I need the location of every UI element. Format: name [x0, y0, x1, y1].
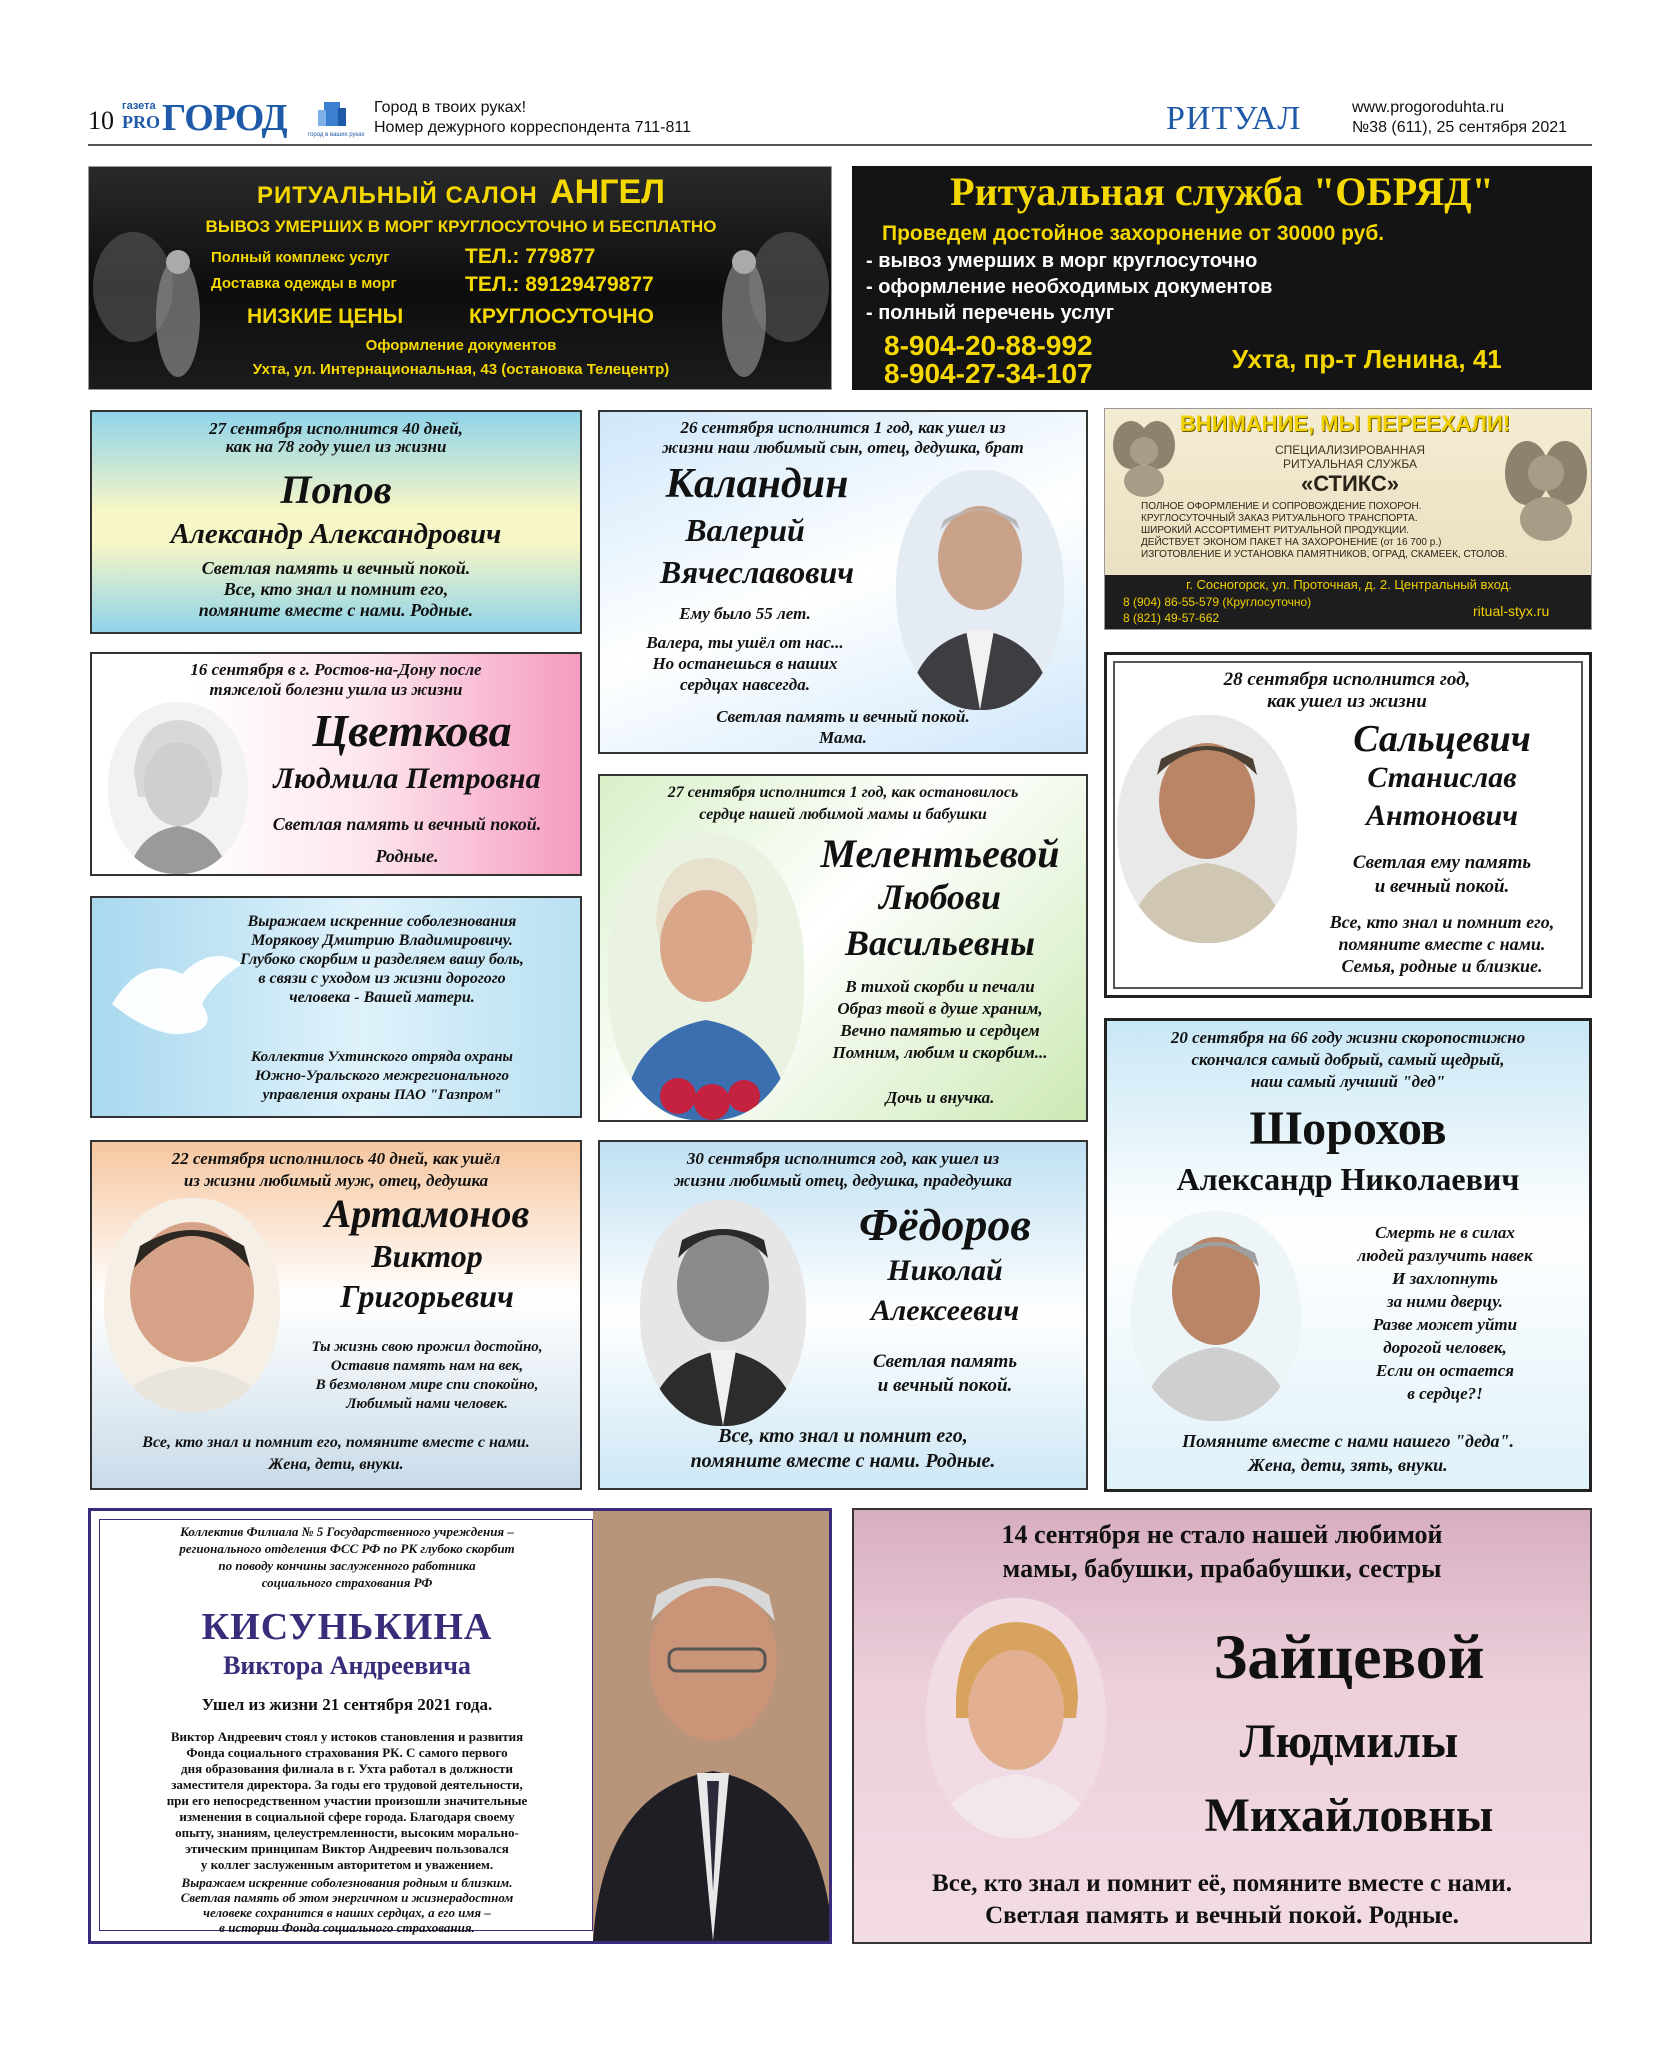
kalandin-name1: Валерий	[685, 512, 805, 548]
artamonov-bottom	[92, 1432, 580, 1476]
obituary-fedorov	[598, 1140, 1088, 1490]
angel-left1: Полный комплекс услуг	[211, 249, 390, 266]
shorokhov-bottom	[1107, 1429, 1589, 1477]
poem-line: Любимый нами человек.	[346, 1396, 508, 1412]
logo-text: ГОРОД	[162, 97, 287, 139]
saltsevich-name1: Станислав	[1367, 761, 1517, 794]
angel-address: Ухта, ул. Интернациональная, 43 (остановка Телецентр)	[252, 361, 670, 378]
artamonov-name2: Григорьевич	[340, 1278, 514, 1314]
artamonov-surname: Артамонов	[324, 1191, 530, 1236]
poem-line: дорогой человек,	[1383, 1338, 1507, 1357]
poem-line: Ты жизнь свою прожил достойно,	[311, 1339, 543, 1355]
text-line: Выражаем искренние соболезнования	[247, 913, 517, 930]
melentyeva-intro	[600, 782, 1086, 826]
poem-line: И захлопнуть	[1392, 1269, 1498, 1288]
styx-spec1: СПЕЦИАЛИЗИРОВАННАЯ	[1274, 443, 1426, 457]
condolence-notice	[90, 896, 582, 1118]
zaitseva-name1: Людмилы	[1239, 1715, 1459, 1768]
text-line: Помяните вместе с нами нашего "деда".	[1182, 1431, 1514, 1451]
bio-line: у коллег заслуженным авторитетом и уважением.	[200, 1857, 494, 1872]
styx-service: КРУГЛОСУТОЧНЫЙ ЗАКАЗ РИТУАЛЬНОГО ТРАНСПОРТА.	[1141, 513, 1418, 524]
closing-line: человеке сохранится в наших сердцах, а его имя –	[203, 1905, 491, 1920]
tsvetkova-name: Людмила Петровна	[273, 762, 541, 795]
sign-line: управления охраны ПАО "Газпром"	[262, 1087, 502, 1103]
text-line: помяните вместе с нами. Родные.	[198, 600, 474, 620]
ad-styx	[1104, 408, 1592, 630]
cherub-right-icon	[1501, 433, 1591, 543]
angel-title	[89, 173, 832, 212]
bio-line: изменения в социальной сфере города. Благодаря своему	[179, 1809, 515, 1824]
condolence-sign	[182, 1048, 582, 1105]
intro-line: социального страхования РФ	[261, 1575, 433, 1590]
shorokhov-poem	[1307, 1221, 1583, 1405]
angel-phone1: ТЕЛ.: 779877	[465, 245, 596, 268]
obryad-subtitle: Проведем достойное захоронение от 30000 руб.	[882, 222, 1385, 245]
melentyeva-name2: Васильевны	[845, 923, 1035, 963]
angel-docs: Оформление документов	[365, 337, 557, 354]
obituary-artamonov	[90, 1140, 582, 1490]
intro-line: 28 сентября исполнится год,	[1223, 669, 1471, 690]
intro-line: 16 сентября в г. Ростов-на-Дону после	[190, 660, 482, 679]
intro-line: по поводу кончины заслуженного работника	[218, 1558, 476, 1573]
intro-line: как ушел из жизни	[1267, 691, 1427, 712]
section-title: РИТУАЛ	[1166, 100, 1302, 137]
poem-line: Образ твой в душе храним,	[837, 999, 1043, 1018]
popov-surname: Попов	[280, 467, 392, 512]
saltsevich-name2: Антонович	[1365, 799, 1519, 832]
logo-tagline: город в ваших руках	[308, 132, 365, 138]
poem-line: Вечно памятью и сердцем	[840, 1021, 1040, 1040]
obryad-title: Ритуальная служба "ОБРЯД"	[950, 169, 1494, 214]
styx-name: «СТИКС»	[1300, 471, 1400, 496]
angel-left2: Доставка одежды в морг	[211, 275, 397, 292]
ad-angel	[88, 166, 832, 390]
text-line: Все, кто знал и помнит его,	[1329, 912, 1555, 932]
tsvetkova-intro	[92, 660, 580, 700]
saltsevich-surname: Сальцевич	[1353, 718, 1531, 760]
artamonov-poem	[272, 1338, 582, 1414]
popov-intro	[92, 420, 580, 456]
intro-line: из жизни любимый муж, отец, дедушка	[183, 1171, 489, 1190]
angel-low-prices: НИЗКИЕ ЦЕНЫ	[247, 305, 404, 328]
logo-small-bottom: PRO	[122, 112, 160, 132]
styx-footer	[1105, 575, 1592, 630]
logo-small-top: газета	[122, 100, 156, 112]
text-line: и вечный покой.	[1374, 876, 1510, 897]
kisunkin-photo	[593, 1511, 832, 1941]
kisunkin-bio	[101, 1729, 593, 1873]
poem-line: Разве может уйти	[1372, 1315, 1518, 1334]
closing-line: Светлая память об этом энергичном и жизнерадостном	[180, 1890, 514, 1905]
text-line: Но останешься в наших	[652, 654, 838, 673]
text-line: Светлая память	[872, 1351, 1017, 1372]
styx-site[interactable]: ritual-styx.ru	[1473, 603, 1550, 619]
text-line: в связи с уходом из жизни дорогого	[258, 970, 506, 987]
styx-services	[1141, 501, 1511, 561]
melentyeva-name1: Любови	[878, 877, 1002, 917]
obituary-kisunkin	[88, 1508, 832, 1944]
newspaper-logo	[122, 98, 372, 142]
kalandin-photo	[896, 470, 1064, 710]
artamonov-name1: Виктор	[371, 1238, 483, 1274]
styx-address: г. Сосногорск, ул. Проточная, д. 2. Центральный вход.	[1186, 577, 1512, 592]
poem-line: в сердце?!	[1407, 1384, 1483, 1403]
text-line: Светлая память и вечный покой.	[201, 558, 471, 578]
tsvetkova-text	[232, 808, 582, 872]
text-line: Морякову Дмитрию Владимировичу.	[251, 932, 513, 949]
saltsevich-text	[1297, 851, 1587, 899]
angel-line1: ВЫВОЗ УМЕРШИХ В МОРГ КРУГЛОСУТОЧНО И БЕСПЛАТНО	[205, 217, 717, 236]
obryad-address: Ухта, пр-т Ленина, 41	[1232, 344, 1502, 374]
intro-line: скончался самый добрый, самый щедрый,	[1191, 1050, 1505, 1069]
kisunkin-date: Ушел из жизни 21 сентября 2021 года.	[201, 1695, 493, 1714]
angel-phone2: ТЕЛ.: 89129479877	[465, 273, 654, 296]
text-line: Жена, дети, внуки.	[268, 1456, 404, 1473]
fedorov-intro	[600, 1148, 1086, 1192]
fedorov-name2: Алексеевич	[870, 1294, 1020, 1327]
text-line: Семья, родные и близкие.	[1341, 956, 1543, 976]
kalandin-name2: Вячеславович	[659, 554, 855, 590]
text-line: и вечный покой.	[877, 1375, 1013, 1396]
sign-line: Южно-Уральского межрегионального	[254, 1068, 510, 1084]
kalandin-surname: Каландин	[665, 461, 849, 507]
poem-line: Если он остается	[1375, 1361, 1515, 1380]
melentyeva-sign: Дочь и внучка.	[885, 1088, 995, 1107]
zaitseva-name2: Михайловны	[1204, 1789, 1494, 1842]
intro-line: 20 сентября на 66 году жизни скоропостижно	[1170, 1028, 1526, 1047]
fedorov-surname: Фёдоров	[859, 1199, 1031, 1250]
bio-line: опыту, знаниям, целеустремленности, высоким морально-	[175, 1825, 519, 1840]
text-line: Родные.	[375, 846, 439, 866]
poem-line: Оставив память нам на век,	[330, 1358, 524, 1374]
poem-line: за ними дверцу.	[1387, 1292, 1503, 1311]
closing-line: в истории Фонда социального страхования.	[219, 1920, 475, 1935]
tsvetkova-photo	[108, 702, 248, 874]
intro-line: 30 сентября исполнится год, как ушел из	[686, 1149, 1000, 1168]
kisunkin-intro	[101, 1523, 593, 1591]
shorokhov-photo	[1131, 1211, 1301, 1421]
intro-line: наш самый лучший "дед"	[1250, 1072, 1446, 1091]
cherub-left-icon	[1109, 415, 1179, 499]
artamonov-photo	[104, 1198, 280, 1412]
saltsevich-bottom	[1297, 911, 1587, 977]
intro-line: тяжелой болезни ушла из жизни	[209, 680, 463, 699]
bio-line: Виктор Андреевич стоял у истоков становления и развития	[170, 1729, 524, 1744]
intro-line: 22 сентября исполнилось 40 дней, как ушёл	[171, 1149, 501, 1168]
styx-spec2: РИТУАЛЬНАЯ СЛУЖБА	[1283, 457, 1417, 471]
header-rule	[88, 144, 1592, 146]
header-phone: Номер дежурного корреспондента 711-811	[374, 119, 691, 136]
ad-obryad	[852, 166, 1592, 390]
logo-building-icon	[314, 100, 350, 130]
intro-line: мамы, бабушки, прабабушки, сестры	[1002, 1554, 1442, 1583]
text-line: Валера, ты ушёл от нас...	[646, 633, 844, 652]
obituary-kalandin	[598, 410, 1088, 754]
zaitseva-surname: Зайцевой	[1213, 1621, 1485, 1692]
popov-name: Александр Александрович	[170, 518, 502, 550]
text-line: Светлая память и вечный покой.	[272, 814, 542, 834]
text-line: помяните вместе с нами. Родные.	[690, 1450, 996, 1472]
page-header	[80, 96, 1600, 144]
fedorov-bottom	[600, 1424, 1086, 1474]
bio-line: дня образования филиала в г. Ухта работал в должности	[181, 1761, 513, 1776]
styx-phone2[interactable]: 8 (821) 49-57-662	[1123, 611, 1220, 625]
styx-service: ШИРОКИЙ АССОРТИМЕНТ РИТУАЛЬНОЙ ПРОДУКЦИИ.	[1141, 525, 1410, 536]
sign-line: Коллектив Ухтинского отряда охраны	[251, 1049, 513, 1065]
intro-line: жизни наш любимый сын, отец, дедушка, брат	[662, 438, 1024, 457]
melentyeva-photo	[608, 834, 804, 1120]
bio-line: этическим принципам Виктор Андреевич пользовался	[185, 1841, 509, 1856]
bio-line: заместителя директора. За годы его трудовой деятельности,	[171, 1777, 523, 1792]
fedorov-name1: Николай	[887, 1254, 1003, 1287]
closing-line: Выражаем искренние соболезнования родным и близким.	[181, 1875, 513, 1890]
obituary-popov	[90, 410, 582, 634]
popov-text	[92, 558, 580, 621]
obituary-saltsevich	[1104, 652, 1592, 998]
saltsevich-photo	[1117, 715, 1297, 943]
zaitseva-intro	[854, 1518, 1590, 1586]
obryad-item: - вывоз умерших в морг круглосуточно	[866, 250, 1258, 272]
text-line: сердцах навсегда.	[680, 675, 810, 694]
text-line: Все, кто знал и помнит её, помяните вместе с нами.	[932, 1870, 1512, 1897]
text-line: помяните вместе с нами.	[1338, 934, 1546, 954]
text-line: Мама.	[819, 728, 867, 747]
intro-line: регионального отделения ФСС РФ по РК глубоко скорбит	[179, 1541, 515, 1556]
shorokhov-surname: Шорохов	[1249, 1102, 1447, 1155]
obryad-item: - оформление необходимых документов	[866, 276, 1273, 298]
website-link[interactable]: www.progoroduhta.ru	[1352, 99, 1505, 116]
kalandin-age: Ему было 55 лет.	[679, 604, 811, 623]
styx-service: ПОЛНОЕ ОФОРМЛЕНИЕ И СОПРОВОЖДЕНИЕ ПОХОРОН.	[1141, 501, 1422, 512]
obituary-shorokhov	[1104, 1018, 1592, 1492]
styx-service: ИЗГОТОВЛЕНИЕ И УСТАНОВКА ПАМЯТНИКОВ, ОГРАД, СКАМЕЕК, СТОЛОВ.	[1141, 549, 1508, 560]
bio-line: Фонда социального страхования РК. С самого первого	[186, 1745, 508, 1760]
intro-line: жизни любимый отец, дедушка, прадедушка	[674, 1171, 1012, 1190]
obituary-melentyeva	[598, 774, 1088, 1122]
angel-title-prefix: РИТУАЛЬНЫЙ САЛОН	[256, 182, 538, 209]
poem-line: людей разлучить навек	[1357, 1246, 1533, 1265]
artamonov-intro	[92, 1148, 580, 1192]
text-line: человека - Вашей матери.	[289, 989, 475, 1006]
text-line: Светлая ему память	[1352, 852, 1532, 873]
intro-line: Коллектив Филиала № 5 Государственного учреждения –	[180, 1524, 514, 1539]
styx-phone1[interactable]: 8 (904) 86-55-579 (Круглосуточно)	[1123, 595, 1312, 609]
tsvetkova-surname: Цветкова	[312, 705, 512, 756]
angel-title-name: АНГЕЛ	[550, 173, 666, 211]
text-line: Все, кто знал и помнит его, помяните вместе с нами.	[142, 1434, 530, 1451]
obryad-phone2[interactable]: 8-904-27-34-107	[884, 358, 1093, 389]
text-line: Светлая память и вечный покой. Родные.	[985, 1902, 1459, 1929]
shorokhov-name: Александр Николаевич	[1176, 1161, 1520, 1197]
kalandin-text	[600, 632, 890, 695]
angel-round-clock: КРУГЛОСУТОЧНО	[469, 305, 654, 328]
obituary-tsvetkova	[90, 652, 582, 876]
kalandin-bottom	[600, 706, 1086, 748]
text-line: Все, кто знал и помнит его,	[718, 1425, 968, 1447]
intro-line: 14 сентября не стало нашей любимой	[1001, 1520, 1443, 1549]
kisunkin-name: Виктора Андреевича	[223, 1651, 471, 1680]
intro-line: 26 сентября исполнится 1 год, как ушел из	[680, 418, 1006, 437]
kalandin-intro	[600, 418, 1086, 458]
melentyeva-poem	[800, 976, 1080, 1064]
poem-line: Помним, любим и скорбим...	[832, 1043, 1048, 1062]
poem-line: Смерть не в силах	[1375, 1223, 1515, 1242]
intro-line: сердце нашей любимой мамы и бабушки	[699, 806, 987, 823]
text-line: Глубоко скорбим и разделяем вашу боль,	[240, 951, 524, 968]
issue-info: №38 (611), 25 сентября 2021	[1352, 119, 1568, 136]
text-line: Жена, дети, зять, внуки.	[1248, 1455, 1448, 1475]
intro-line: 27 сентября исполнится 1 год, как остановилось	[667, 784, 1019, 801]
zaitseva-bottom	[854, 1868, 1590, 1932]
styx-banner: ВНИМАНИЕ, МЫ ПЕРЕЕХАЛИ!	[1179, 411, 1511, 436]
intro-line: 27 сентября исполнится 40 дней,	[209, 419, 463, 438]
melentyeva-surname: Мелентьевой	[820, 831, 1060, 876]
text-line: Все, кто знал и помнит его,	[223, 579, 449, 599]
intro-line: как на 78 году ушел из жизни	[225, 437, 447, 456]
fedorov-photo	[640, 1200, 806, 1426]
styx-service: ДЕЙСТВУЕТ ЭКОНОМ ПАКЕТ НА ЗАХОРОНЕНИЕ (от 16 700 р.)	[1141, 537, 1442, 548]
text-line: Светлая память и вечный покой.	[716, 707, 970, 726]
zaitseva-photo	[926, 1598, 1106, 1838]
fedorov-text	[800, 1350, 1088, 1398]
obryad-item: - полный перечень услуг	[866, 302, 1115, 324]
obryad-phone1[interactable]: 8-904-20-88-992	[884, 330, 1093, 361]
bio-line: при его непосредственном участии произошли значительные	[166, 1793, 528, 1808]
kisunkin-surname: КИСУНЬКИНА	[201, 1606, 493, 1648]
shorokhov-intro	[1107, 1027, 1589, 1093]
page-number: 10	[88, 106, 114, 135]
poem-line: В тихой скорби и печали	[845, 977, 1035, 996]
poem-line: В безмолвном мире спи спокойно,	[315, 1377, 539, 1393]
saltsevich-intro	[1137, 669, 1557, 713]
condolence-text	[182, 912, 582, 1007]
obituary-zaitseva	[852, 1508, 1592, 1944]
kisunkin-closing	[101, 1875, 593, 1935]
header-slogan: Город в твоих руках!	[374, 99, 527, 116]
